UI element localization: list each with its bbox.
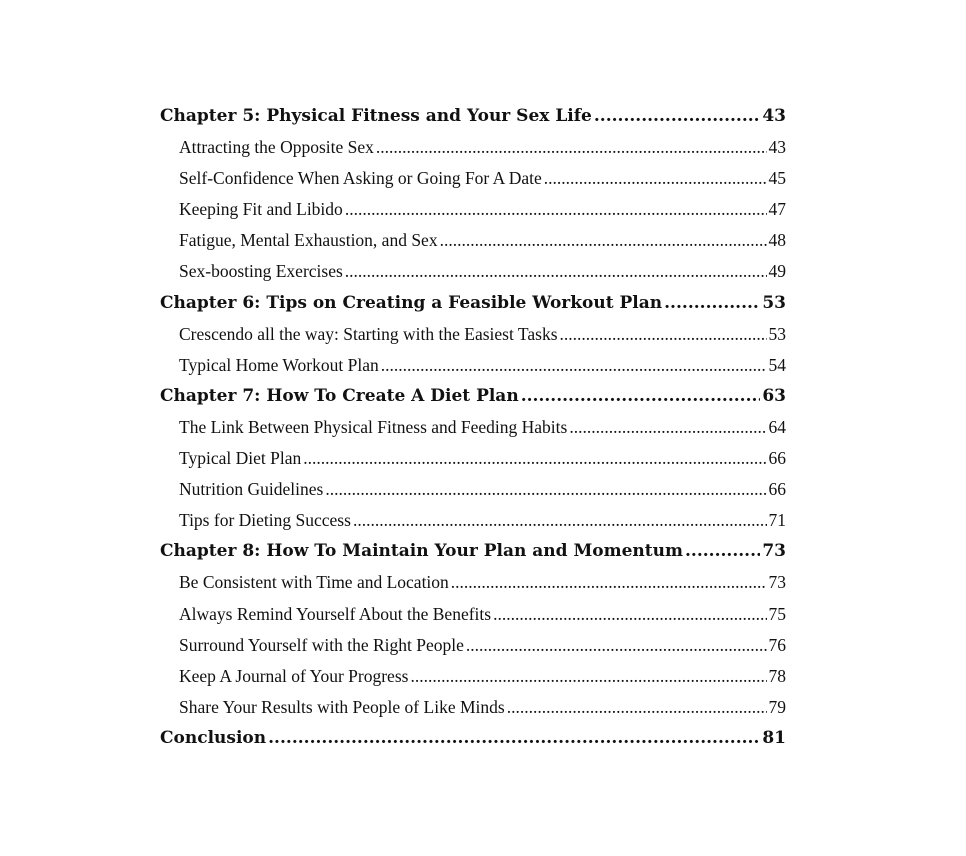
- toc-section-right-people[interactable]: [160, 630, 786, 661]
- toc-section-self-confidence[interactable]: [160, 163, 786, 194]
- toc-dot-leader: [268, 723, 760, 754]
- toc-section-journal-progress[interactable]: [160, 661, 786, 692]
- toc-page-number: 73: [768, 572, 786, 593]
- toc-section-sex-boosting-exercises[interactable]: [160, 256, 786, 287]
- toc-entry-title: Share Your Results with People of Like Minds: [179, 696, 505, 717]
- toc-dot-leader: [466, 630, 767, 661]
- toc-page-number: 66: [768, 479, 786, 500]
- table-of-contents: [160, 101, 786, 754]
- toc-page-number: 54: [768, 354, 786, 375]
- toc-entry-title: Chapter 6: Tips on Creating a Feasible Workout Plan: [160, 292, 663, 313]
- toc-dot-leader: [560, 319, 767, 350]
- toc-conclusion[interactable]: [160, 723, 786, 754]
- toc-page-number: 43: [762, 106, 786, 126]
- toc-dot-leader: [381, 350, 767, 381]
- toc-page-number: 53: [768, 323, 786, 344]
- toc-section-attracting-opposite-sex[interactable]: [160, 132, 786, 163]
- toc-dot-leader: [376, 132, 767, 163]
- toc-entry-title: Conclusion: [160, 727, 267, 748]
- toc-page-number: 66: [768, 448, 786, 469]
- toc-dot-leader: [410, 661, 766, 692]
- toc-page-number: 73: [762, 541, 786, 562]
- toc-section-home-workout-plan[interactable]: [160, 350, 786, 381]
- toc-entry-title: Attracting the Opposite Sex: [179, 137, 374, 158]
- toc-entry-title: Tips for Dieting Success: [179, 510, 351, 531]
- toc-section-share-results[interactable]: [160, 692, 786, 723]
- toc-dot-leader: [664, 288, 760, 319]
- toc-entry-title: Typical Diet Plan: [179, 448, 302, 469]
- toc-entry-title: Typical Home Workout Plan: [179, 354, 379, 375]
- toc-entry-title: Crescendo all the way: Starting with the Easiest Tasks: [179, 323, 558, 344]
- toc-entry-title: Keep A Journal of Your Progress: [179, 665, 409, 686]
- toc-page-number: 48: [768, 230, 786, 251]
- toc-dot-leader: [569, 412, 766, 443]
- toc-section-fatigue[interactable]: [160, 225, 786, 256]
- toc-entry-title: Be Consistent with Time and Location: [179, 572, 449, 593]
- toc-chapter-6[interactable]: [160, 288, 786, 319]
- toc-dot-leader: [345, 256, 767, 287]
- toc-chapter-5[interactable]: [160, 101, 786, 132]
- toc-chapter-7[interactable]: [160, 381, 786, 412]
- toc-page-number: 53: [762, 292, 786, 313]
- toc-section-keeping-fit-libido[interactable]: [160, 194, 786, 225]
- toc-entry-title: Sex-boosting Exercises: [179, 261, 343, 282]
- toc-page-number: 47: [768, 199, 786, 220]
- toc-entry-title: The Link Between Physical Fitness and Feeding Habits: [179, 416, 568, 437]
- toc-entry-title: Chapter 5: Physical Fitness and Your Sex Life: [160, 106, 592, 126]
- toc-page-number: 81: [762, 727, 786, 748]
- toc-entry-title: Nutrition Guidelines: [179, 479, 324, 500]
- toc-entry-title: Always Remind Yourself About the Benefits: [179, 603, 492, 624]
- toc-dot-leader: [507, 692, 767, 723]
- toc-entry-title: Chapter 7: How To Create A Diet Plan: [160, 385, 519, 406]
- toc-page-number: 45: [768, 168, 786, 189]
- toc-page-number: 76: [768, 634, 786, 655]
- toc-section-remind-benefits[interactable]: [160, 599, 786, 630]
- toc-entry-title: Surround Yourself with the Right People: [179, 634, 464, 655]
- toc-entry-title: Chapter 8: How To Maintain Your Plan and Momentum: [160, 541, 683, 562]
- toc-page-number: 79: [768, 696, 786, 717]
- toc-page-number: 63: [762, 385, 786, 406]
- toc-page-number: 49: [768, 261, 786, 282]
- toc-dot-leader: [521, 381, 761, 412]
- toc-chapter-8[interactable]: [160, 536, 786, 567]
- toc-dot-leader: [594, 101, 760, 132]
- toc-dot-leader: [303, 443, 766, 474]
- toc-section-dieting-success[interactable]: [160, 505, 786, 536]
- toc-page-number: 71: [768, 510, 786, 531]
- toc-dot-leader: [493, 599, 766, 630]
- toc-dot-leader: [325, 474, 766, 505]
- toc-page-number: 43: [768, 137, 786, 158]
- toc-dot-leader: [353, 505, 767, 536]
- toc-page-number: 64: [768, 416, 786, 437]
- toc-entry-title: Self-Confidence When Asking or Going For A Date: [179, 168, 542, 189]
- toc-dot-leader: [544, 163, 767, 194]
- toc-page-number: 78: [768, 665, 786, 686]
- toc-dot-leader: [440, 225, 767, 256]
- toc-entry-title: Keeping Fit and Libido: [179, 199, 343, 220]
- toc-section-crescendo[interactable]: [160, 319, 786, 350]
- toc-dot-leader: [451, 567, 767, 598]
- toc-section-consistent-time-location[interactable]: [160, 567, 786, 598]
- toc-entry-title: Fatigue, Mental Exhaustion, and Sex: [179, 230, 438, 251]
- toc-dot-leader: [685, 536, 760, 567]
- toc-section-fitness-feeding-habits[interactable]: [160, 412, 786, 443]
- toc-section-typical-diet-plan[interactable]: [160, 443, 786, 474]
- toc-section-nutrition-guidelines[interactable]: [160, 474, 786, 505]
- toc-page-number: 75: [768, 603, 786, 624]
- toc-dot-leader: [345, 194, 767, 225]
